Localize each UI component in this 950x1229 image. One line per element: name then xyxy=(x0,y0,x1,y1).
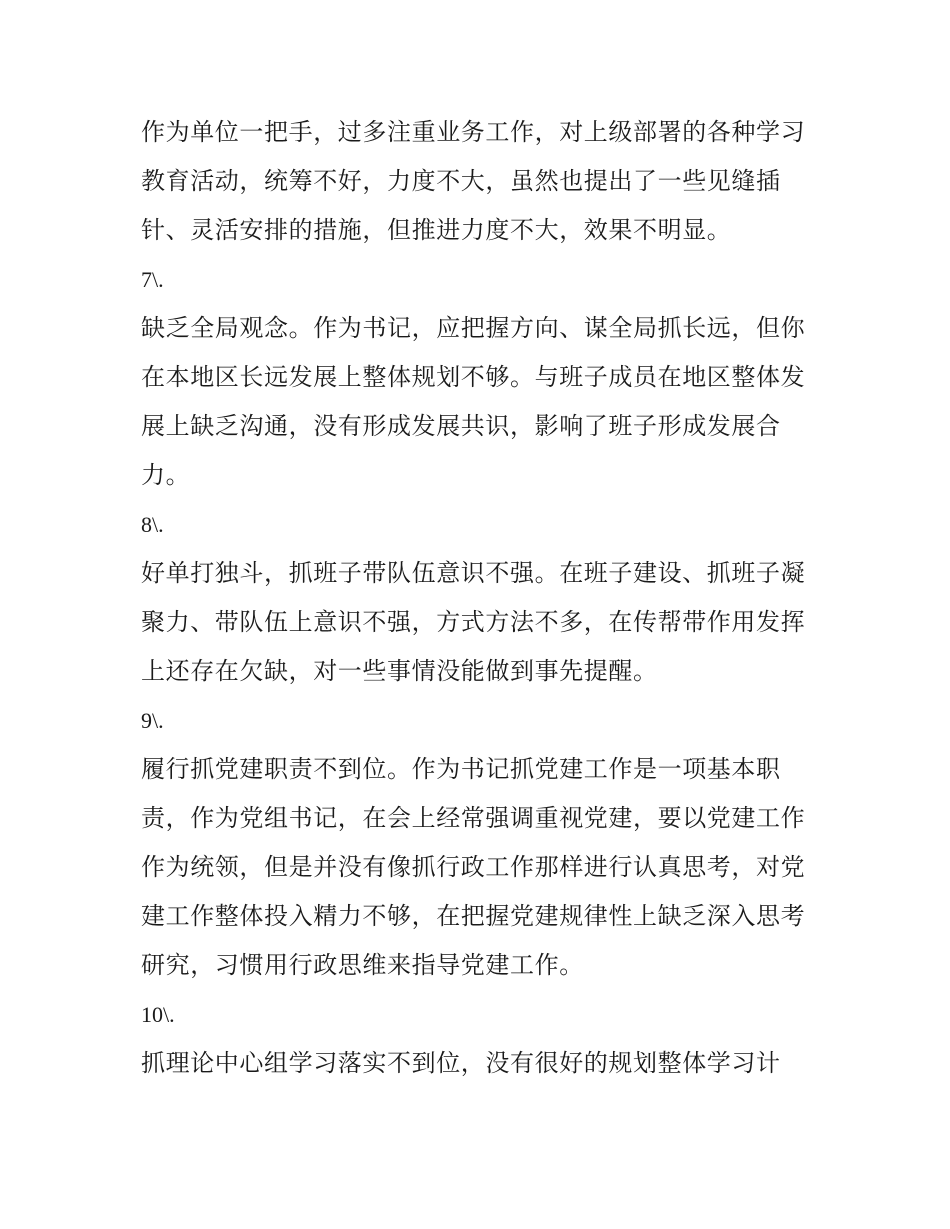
paragraph-10: 抓理论中心组学习落实不到位，没有很好的规划整体学习计 xyxy=(141,1049,781,1077)
paragraph-7: 缺乏全局观念。作为书记，应把握方向、谋全局抓长远，但你在本地区长远发展上整体规划不够。与班子成员在地区整体发展上缺乏沟通，没有形成发展共识，影响了班子形成发展合力。 xyxy=(141,314,806,489)
paragraph-6-continued: 作为单位一把手，过多注重业务工作，对上级部署的各种学习教育活动，统筹不好，力度不大，虽然也提出了一些见缝插针、灵活安排的措施，但推进力度不大，效果不明显。 xyxy=(141,118,806,244)
item-number-7: 7\. xyxy=(141,267,164,292)
paragraph-8: 好单打独斗，抓班子带队伍意识不强。在班子建设、抓班子凝聚力、带队伍上意识不强，方式方法不多，在传帮带作用发挥上还存在欠缺，对一些事情没能做到事先提醒。 xyxy=(141,559,806,685)
document-body xyxy=(141,108,821,1088)
item-number-9: 9\. xyxy=(141,708,164,733)
paragraph-9: 履行抓党建职责不到位。作为书记抓党建工作是一项基本职责，作为党组书记，在会上经常强调重视党建，要以党建工作作为统领，但是并没有像抓行政工作那样进行认真思考，对党建工作整体投入精力不够，在把握党建规律性上缺乏深入思考研究，习惯用行政思维来指导党建工作。 xyxy=(141,755,806,979)
item-number-10: 10\. xyxy=(141,1002,175,1027)
item-number-8: 8\. xyxy=(141,512,164,537)
